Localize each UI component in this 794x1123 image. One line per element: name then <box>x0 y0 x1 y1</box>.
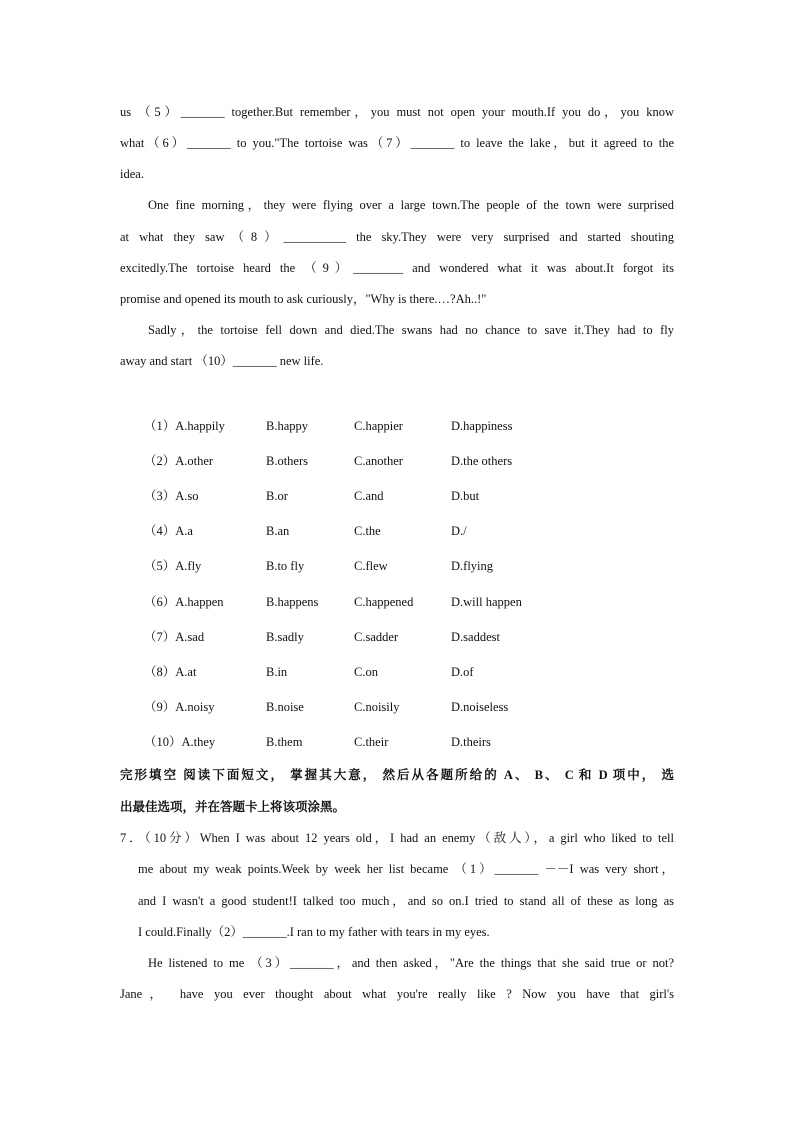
passage-line: idea. <box>120 167 144 181</box>
question-line: me about my weak points.Week by week her list became （1）_______ －－I was very short， <box>138 862 675 876</box>
option-d: D.flying <box>451 559 494 573</box>
option-c: C.on <box>354 665 378 679</box>
passage-line: what（6）_______ to you."The tortoise was（7）_______ to leave the lake，but it agreed to the <box>120 136 674 150</box>
option-d: D.happiness <box>451 419 513 433</box>
option-b: B.noise <box>266 700 304 714</box>
question-line: He listened to me （3）_______，and then asked，"Are the things that she said true or not? <box>148 956 674 970</box>
passage-line: Sadly，the tortoise fell down and died.The swans had no chance to save it.They had to fly <box>148 323 674 337</box>
option-row <box>144 699 564 715</box>
question-line: I could.Finally（2）_______.I ran to my father with tears in my eyes. <box>138 925 490 939</box>
option-a: （5）A.fly <box>144 559 202 573</box>
option-d: D.theirs <box>451 735 491 749</box>
option-d: D.of <box>451 665 474 679</box>
section-heading-line: 完形填空 阅读下面短文， 掌握其大意， 然后从各题所给的 A、 B、 C 和 D 项中， 选 <box>120 768 674 782</box>
option-a: （9）A.noisy <box>144 700 215 714</box>
option-row <box>144 558 564 574</box>
option-c: C.and <box>354 489 384 503</box>
option-a: （10）A.they <box>144 735 216 749</box>
option-c: C.sadder <box>354 630 399 644</box>
option-a: （4）A.a <box>144 524 193 538</box>
question-line: 7．（10分）When I was about 12 years old，I had an enemy（敌人），a girl who liked to tell <box>120 831 674 845</box>
passage-line: us （5）_______ together.But remember，you must not open your mouth.If you do，you know <box>120 105 674 119</box>
option-c: C.flew <box>354 559 388 573</box>
option-row <box>144 488 564 504</box>
option-d: D.will happen <box>451 595 522 609</box>
option-d: D.the others <box>451 454 513 468</box>
option-b: B.sadly <box>266 630 304 644</box>
option-c: C.noisily <box>354 700 400 714</box>
option-b: B.in <box>266 665 288 679</box>
option-d: D.noiseless <box>451 700 509 714</box>
option-a: （3）A.so <box>144 489 199 503</box>
option-b: B.an <box>266 524 290 538</box>
option-b: B.happy <box>266 419 309 433</box>
passage-line: One fine morning，they were flying over a large town.The people of the town were surprised <box>148 198 674 212</box>
option-row <box>144 629 564 645</box>
option-a: （6）A.happen <box>144 595 224 609</box>
question-line: and I wasn't a good student!I talked too much，and so on.I tried to stand all of these as long as <box>138 894 674 908</box>
passage-line: at what they saw（8）__________ the sky.They were very surprised and started shouting <box>120 230 674 244</box>
option-c: C.the <box>354 524 381 538</box>
option-d: D.but <box>451 489 480 503</box>
section-heading-line: 出最佳选项，并在答题卡上将该项涂黑。 <box>120 800 346 814</box>
option-c: C.another <box>354 454 403 468</box>
option-d: D.saddest <box>451 630 500 644</box>
option-b: B.to fly <box>266 559 305 573</box>
option-row <box>144 664 564 680</box>
passage-line: away and start （10）_______ new life. <box>120 354 324 368</box>
question-line: Jane， have you ever thought about what you're really like ? Now you have that girl's <box>120 987 674 1001</box>
option-b: B.happens <box>266 595 319 609</box>
option-a: （7）A.sad <box>144 630 205 644</box>
option-b: B.others <box>266 454 309 468</box>
option-b: B.or <box>266 489 288 503</box>
option-c: C.happened <box>354 595 414 609</box>
option-row <box>144 523 564 539</box>
option-row <box>144 418 564 434</box>
option-row <box>144 594 564 610</box>
option-row <box>144 453 564 469</box>
passage-line: promise and opened its mouth to ask curiously，"Why is there.…?Ah..!" <box>120 292 487 306</box>
option-a: （1）A.happily <box>144 419 225 433</box>
option-a: （8）A.at <box>144 665 197 679</box>
option-c: C.happier <box>354 419 403 433</box>
option-c: C.their <box>354 735 389 749</box>
option-d: D./ <box>451 524 467 538</box>
passage-line: excitedly.The tortoise heard the （9）________ and wondered what it was about.It forgot its <box>120 261 674 275</box>
option-a: （2）A.other <box>144 454 214 468</box>
option-b: B.them <box>266 735 303 749</box>
option-row <box>144 734 564 750</box>
